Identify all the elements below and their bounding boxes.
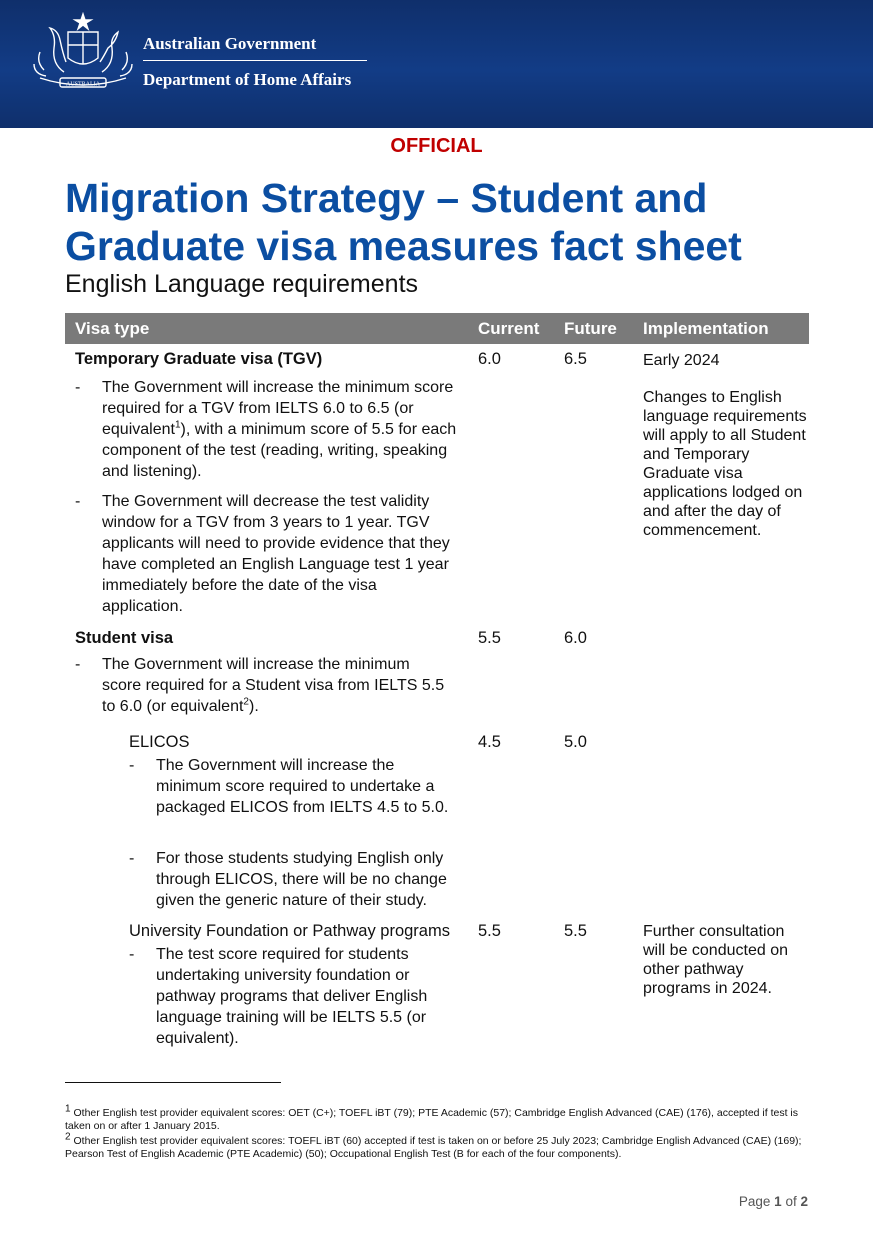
header-current: Current	[478, 319, 540, 338]
bullet-dash: -	[75, 379, 81, 396]
bullet-text: The Government will increase the minimum score required for a Student visa from IELTS 5.5 to 6.0 (or equivalent$^2$).	[102, 656, 445, 715]
bullet-dash: -	[129, 850, 135, 867]
row-title-elicos: ELICOS	[129, 733, 190, 751]
government-name: Australian Government	[143, 34, 317, 53]
header-future: Future	[564, 319, 617, 338]
header-visa-type: Visa type	[75, 319, 150, 338]
elicos-future: 5.0	[564, 733, 587, 751]
foundation-implementation: Further consultation will be conducted on other pathway programs in 2024.	[643, 923, 788, 997]
bullet-text: The Government will increase the minimum score required to undertake a packaged ELICOS from IELTS 4.5 to 5.0.	[156, 757, 449, 816]
elicos-current: 4.5	[478, 733, 501, 751]
page-subtitle: English Language requirements	[65, 270, 419, 298]
foundation-future: 5.5	[564, 922, 587, 940]
bullet-text: For those students studying English only through ELICOS, there will be no change given the generic nature of their study.	[156, 850, 447, 909]
tgv-current: 6.0	[478, 350, 501, 368]
row-title-foundation: University Foundation or Pathway programs	[129, 922, 450, 940]
footnote-text: Other English test provider equivalent scores: OET (C+); TOEFL iBT (79); PTE Academic (57); Cambridge English Advanced (CAE) (176), accepted if test is taken on or after 1 January 2015.	[65, 1107, 799, 1132]
footnote-mark: 1	[65, 1103, 71, 1115]
footnote-2	[65, 1131, 815, 1160]
table-header	[65, 313, 809, 344]
tgv-implementation-note: Changes to English language requirements will apply to all Student and Temporary Graduate visa applications lodged on and after the day of commencement.	[643, 389, 807, 539]
footnote-divider	[65, 1082, 281, 1083]
header-banner	[0, 0, 873, 128]
page-number: Page 1 of 2	[738, 1194, 808, 1209]
page-title: Migration Strategy – Student and Graduate visa measures fact sheet	[65, 175, 742, 269]
department-name: Department of Home Affairs	[143, 70, 352, 89]
tgv-future: 6.5	[564, 350, 587, 368]
tgv-implementation-date: Early 2024	[643, 352, 720, 369]
bullet-dash: -	[75, 493, 81, 510]
bullet-text: The Government will decrease the test validity window for a TGV from 3 years to 1 year. TGV applicants will need to provide evidence that they have completed an English Language test 1 year immediately before the date of the visa application.	[102, 493, 450, 615]
footnote-ref-2: 2	[243, 696, 249, 708]
classification-label: OFFICIAL	[390, 135, 483, 157]
student-future: 6.0	[564, 629, 587, 647]
bullet-dash: -	[129, 946, 135, 963]
bullet-dash: -	[129, 757, 135, 774]
header-implementation: Implementation	[643, 319, 769, 338]
header-divider	[143, 60, 367, 61]
footnote-ref-1: 1	[174, 419, 181, 431]
coat-of-arms-icon	[30, 12, 136, 94]
bullet-text: The test score required for students undertaking university foundation or pathway programs that deliver English language training will be IELTS 5.5 (or equivalent).	[156, 946, 428, 1047]
footnote-text: Other English test provider equivalent scores: TOEFL iBT (60) accepted if test is taken on or before 25 July 2023; Cambridge English Advanced (CAE) (169); Pearson Test of English Academic (PTE Academic) (50); Occupational English Test (B for each of the four components).	[65, 1135, 802, 1160]
crest-text: AUSTRALIA	[66, 81, 100, 88]
foundation-current: 5.5	[478, 922, 501, 940]
bullet-text: The Government will increase the minimum score required for a TGV from IELTS 6.0 to 6.5 (or equivalent$^1$), with a minimum score of 5.5 for each component of the test (reading, writing, speaking and listening).	[102, 379, 457, 480]
footnote-mark: 2	[65, 1131, 71, 1143]
footnote-1	[65, 1103, 815, 1132]
row-title-tgv: Temporary Graduate visa (TGV)	[75, 350, 323, 368]
bullet-dash: -	[75, 656, 81, 673]
student-current: 5.5	[478, 629, 501, 647]
row-title-student: Student visa	[75, 629, 174, 647]
